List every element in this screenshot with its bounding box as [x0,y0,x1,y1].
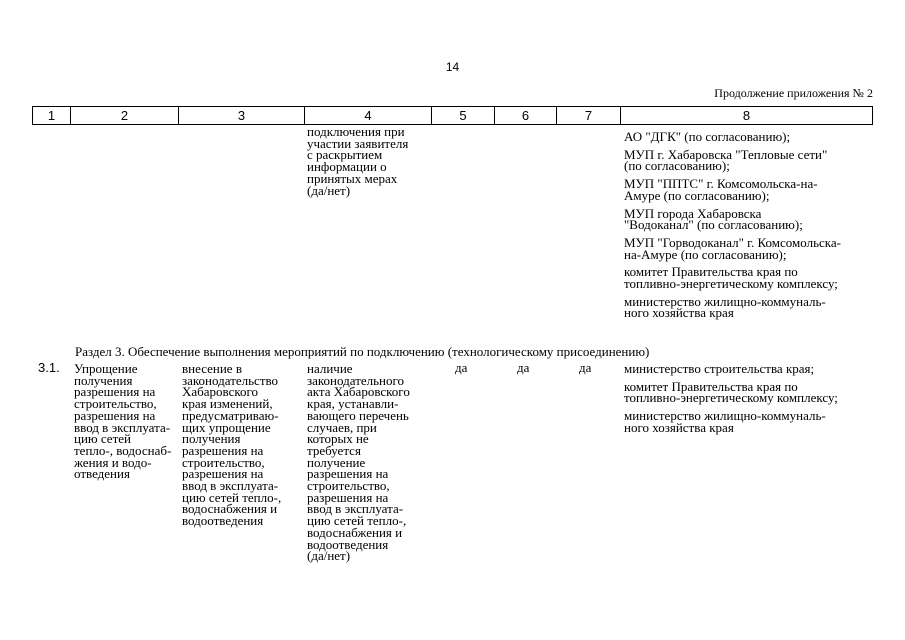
cell-line: водоотведения [182,513,264,529]
row31-col8 [624,363,838,440]
cell-line: цию сетей [74,431,131,447]
executor-entry-line: ного хозяйства края [624,305,734,321]
cell-line: ввод в эксплуата- [307,501,404,517]
executor-entry-line: топливно-энергетическому комплексу; [624,276,838,292]
executor-entry [624,410,838,433]
executor-entry-line: комитет Правительства края по [624,264,798,280]
cell-line: разрешения на [182,466,264,482]
cell-line: получение [307,454,366,470]
cell-line: получения [182,431,241,447]
executor-entry-line: МУП "ППТС" г. Комсомольска-на- [624,176,818,192]
cell-line: цию сетей тепло-, [182,489,282,505]
cell-line: информации о [307,159,387,175]
cell-line: вающего перечень [307,407,409,423]
executor-entry-line: (по согласованию); [624,158,730,174]
cell-line: водоотведения [307,536,389,552]
cell-line: случаев, при [307,419,377,435]
cell-line: (да/нет) [307,182,351,198]
header-col-1: 1 [33,107,71,125]
cell-line: акта Хабаровского [307,384,410,400]
cell-line: которых не [307,431,369,447]
cell-line: требуется [307,442,361,458]
header-col-2: 2 [71,107,179,125]
cell-line: тепло-, водоснаб- [74,442,172,458]
page-number: 14 [445,60,460,74]
executor-entry-line: МУП г. Хабаровска "Тепловые сети" [624,146,828,162]
executor-entry-line: комитет Правительства края по [624,378,798,394]
column-header-row [32,106,873,125]
executor-entry-line: топливно-энергетическому комплексу; [624,390,838,406]
cell-line: предусматриваю- [182,407,279,423]
header-col-4: 4 [305,107,432,125]
cell-line: строительство, [307,478,390,494]
cell-line: наличие [307,361,353,376]
prev-row-col4 [307,126,408,196]
executor-entry [624,146,841,174]
executor-entry-line: на-Амуре (по согласованию); [624,246,787,262]
header-col-3: 3 [179,107,305,125]
prev-row-col8 [624,131,841,325]
cell-line: ввод в эксплуата- [182,478,279,494]
cell-line: водоснабжения и [307,524,403,540]
cell-line: (да/нет) [307,548,351,564]
cell-line: с раскрытием [307,147,383,163]
executor-entry-line: "Водоканал" (по согласованию); [624,217,803,233]
cell-line: строительство, [182,454,265,470]
cell-line: ввод в эксплуата- [74,419,171,435]
executor-entry [624,293,841,321]
cell-line: щих упрощение [182,419,271,435]
executor-entry [624,264,841,292]
row31-col7: да [579,360,592,375]
executor-entry-line: АО "ДГК" (по согласованию); [624,129,791,144]
cell-line: внесение в [182,361,242,376]
header-col-6: 6 [495,107,557,125]
executor-entry-line: министерство жилищно-коммуналь- [624,408,826,424]
cell-line: разрешения на [74,384,156,400]
header-col-8: 8 [621,107,873,125]
executor-entry [624,178,841,201]
cell-line: разрешения на [182,442,264,458]
row-number: 3.1. [38,360,60,375]
cell-line: водоснабжения и [182,501,278,517]
executor-entry-line: МУП города Хабаровска [624,205,762,221]
header-col-5: 5 [432,107,495,125]
row31-col5: да [455,360,468,375]
row31-col2 [74,363,171,480]
cell-line: Хабаровского [182,384,259,400]
executor-entry-line: Амуре (по согласованию); [624,187,770,203]
executor-entry [624,378,838,406]
cell-line: края изменений, [182,396,273,412]
cell-line: подключения при [307,124,405,139]
header-col-7: 7 [557,107,621,125]
executor-entry-line: ного хозяйства края [624,419,734,435]
cell-line: Упрощение [74,361,138,376]
executor-entry [624,205,841,233]
executor-entry [624,363,838,375]
cell-line: разрешения на [74,407,156,423]
row31-col6: да [517,360,530,375]
row31-col3 [182,363,281,527]
executor-entry-line: министерство строительства края; [624,361,815,376]
executor-entry [624,234,841,262]
cell-line: строительство, [74,396,157,412]
row31-col4 [307,363,410,562]
cell-line: принятых мерах [307,170,398,186]
section-title: Раздел 3. Обеспечение выполнения мероприятий по подключению (технологическому присоединению) [75,344,650,359]
cell-line: законодательство [182,372,279,388]
cell-line: разрешения на [307,466,389,482]
cell-line: отведения [74,466,130,482]
executor-entry [624,131,841,143]
cell-line: законодательного [307,372,405,388]
executor-entry-line: министерство жилищно-коммуналь- [624,293,826,309]
continuation-label: Продолжение приложения № 2 [714,86,873,100]
cell-line: края, устанавли- [307,396,399,412]
cell-line: цию сетей тепло-, [307,513,407,529]
cell-line: разрешения на [307,489,389,505]
cell-line: участии заявителя [307,135,409,151]
cell-line: жения и водо- [74,454,152,470]
executor-entry-line: МУП "Горводоканал" г. Комсомольска- [624,234,841,250]
cell-line: получения [74,372,133,388]
